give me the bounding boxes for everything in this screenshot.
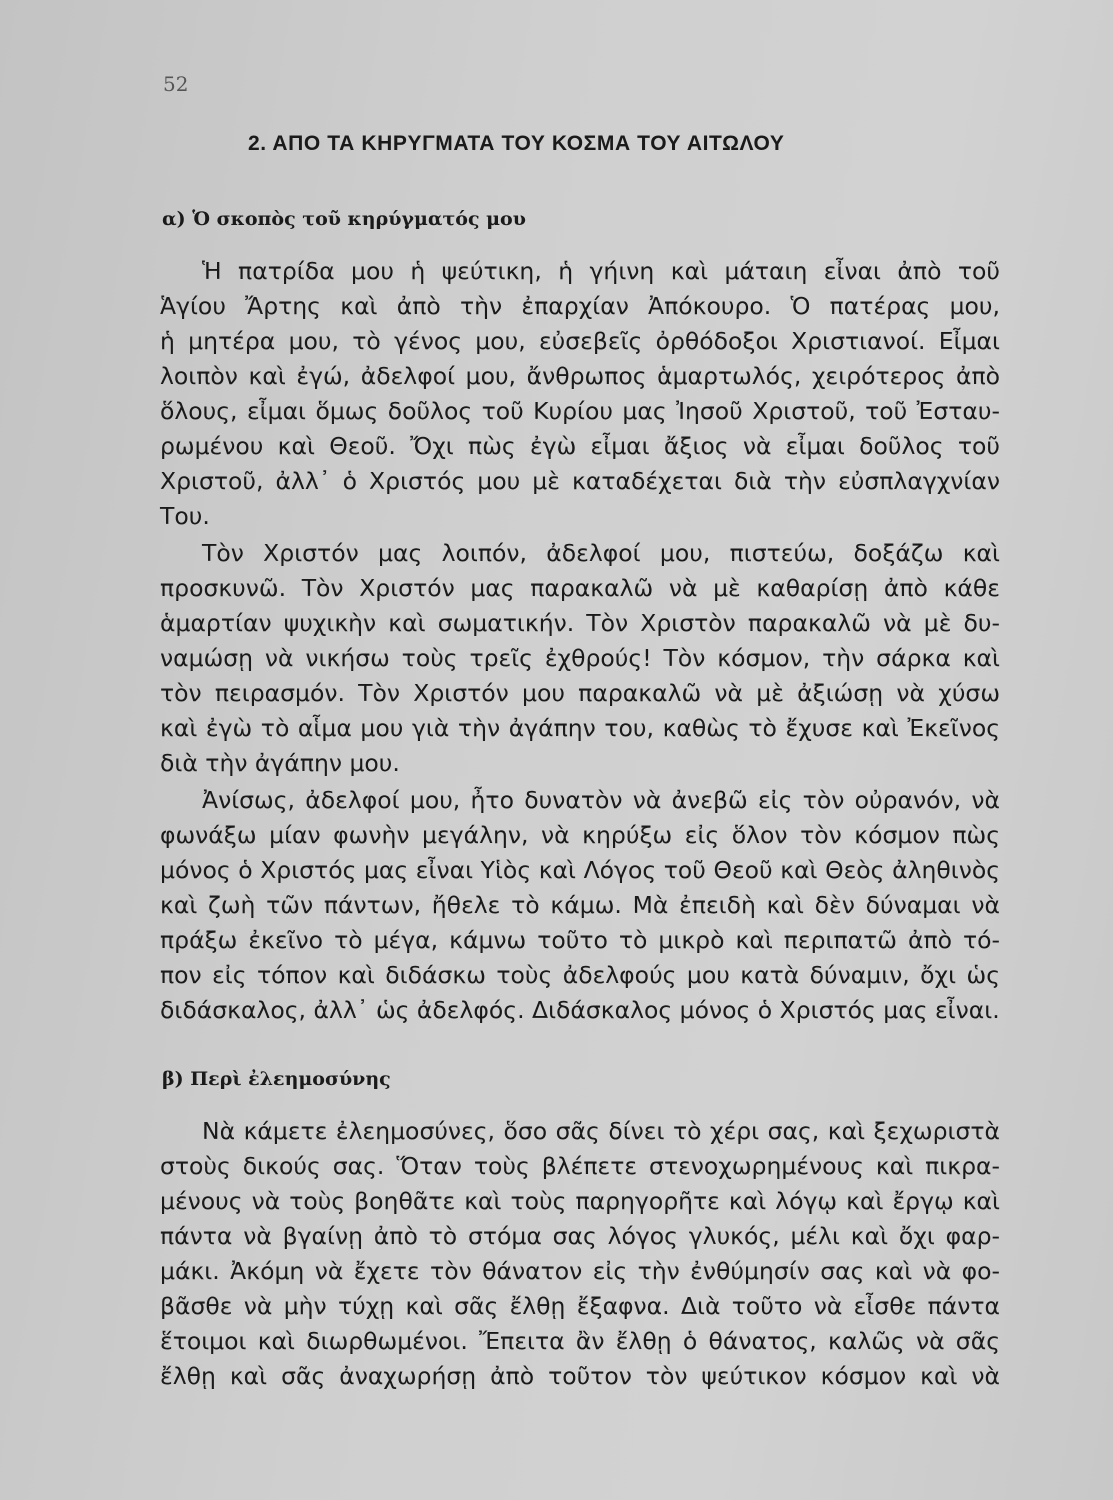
page-number: 52 bbox=[163, 72, 189, 96]
text-line: ἁμαρτίαν ψυχικὴν καὶ σωματικήν. Τὸν Χριστὸν παρακαλῶ νὰ μὲ δυ- bbox=[160, 609, 1000, 637]
text-line: Τὸν Χριστόν μας λοιπόν, ἀδελφοί μου, πιστεύω, δοξάζω καὶ bbox=[202, 539, 1000, 567]
chapter-title: 2. ΑΠΟ ΤΑ ΚΗΡΥΓΜΑΤΑ ΤΟΥ ΚΟΣΜΑ ΤΟΥ ΑΙΤΩΛΟΥ bbox=[248, 132, 785, 155]
text-line: Ἁγίου Ἄρτης καὶ ἀπὸ τὴν ἐπαρχίαν Ἀπόκουρο. Ὁ πατέρας μου, bbox=[160, 292, 1000, 320]
text-line: ἕτοιμοι καὶ διωρθωμένοι. Ἔπειτα ἂν ἔλθῃ ὁ θάνατος, καλῶς νὰ σᾶς bbox=[160, 1327, 1000, 1355]
text-line: προσκυνῶ. Τὸν Χριστόν μας παρακαλῶ νὰ μὲ καθαρίσῃ ἀπὸ κάθε bbox=[160, 574, 1000, 602]
text-line: μάκι. Ἀκόμη νὰ ἔχετε τὸν θάνατον εἰς τὴν ἐνθύμησίν σας καὶ νὰ φο- bbox=[160, 1257, 1000, 1285]
text-line: διδάσκαλος, ἀλλ᾽ ὡς ἀδελφός. Διδάσκαλος μόνος ὁ Χριστός μας εἶναι. bbox=[160, 996, 1000, 1024]
text-line: λοιπὸν καὶ ἐγώ, ἀδελφοί μου, ἄνθρωπος ἁμαρτωλός, χειρότερος ἀπὸ bbox=[160, 362, 1000, 390]
text-line: τὸν πειρασμόν. Τὸν Χριστόν μου παρακαλῶ νὰ μὲ ἀξιώσῃ νὰ χύσω bbox=[160, 679, 1000, 707]
text-line: μένους νὰ τοὺς βοηθᾶτε καὶ τοὺς παρηγορῆτε καὶ λόγῳ καὶ ἔργῳ καὶ bbox=[160, 1187, 1000, 1215]
text-line: ἡ μητέρα μου, τὸ γένος μου, εὐσεβεῖς ὀρθόδοξοι Χριστιανοί. Εἶμαι bbox=[160, 327, 1000, 355]
text-line: καὶ ἐγὼ τὸ αἷμα μου γιὰ τὴν ἀγάπην του, καθὼς τὸ ἔχυσε καὶ Ἐκεῖνος bbox=[160, 714, 1000, 742]
text-line: μόνος ὁ Χριστός μας εἶναι Υἱὸς καὶ Λόγος τοῦ Θεοῦ καὶ Θεὸς ἀληθινὸς bbox=[160, 856, 1000, 884]
section-heading-b: β) Περὶ ἐλεημοσύνης bbox=[162, 1068, 391, 1090]
text-line: ἔλθῃ καὶ σᾶς ἀναχωρήσῃ ἀπὸ τοῦτον τὸν ψεύτικον κόσμον καὶ νὰ bbox=[160, 1362, 1000, 1390]
text-line: Χριστοῦ, ἀλλ᾽ ὁ Χριστός μου μὲ καταδέχεται διὰ τὴν εὐσπλαγχνίαν bbox=[160, 467, 1000, 495]
text-line: πάντα νὰ βγαίνῃ ἀπὸ τὸ στόμα σας λόγος γλυκός, μέλι καὶ ὄχι φαρ- bbox=[160, 1222, 1000, 1250]
text-line: Ἀνίσως, ἀδελφοί μου, ἦτο δυνατὸν νὰ ἀνεβῶ εἰς τὸν οὐρανόν, νὰ bbox=[202, 786, 1000, 814]
text-line: Του. bbox=[160, 502, 210, 530]
text-line: πράξω ἐκεῖνο τὸ μέγα, κάμνω τοῦτο τὸ μικρὸ καὶ περιπατῶ ἀπὸ τό- bbox=[160, 926, 1000, 954]
text-line: φωνάξω μίαν φωνὴν μεγάλην, νὰ κηρύξω εἰς ὅλον τὸν κόσμον πὼς bbox=[160, 821, 1000, 849]
text-line: στοὺς δικούς σας. Ὅταν τοὺς βλέπετε στενοχωρημένους καὶ πικρα- bbox=[160, 1152, 1000, 1180]
text-line: ναμώσῃ νὰ νικήσω τοὺς τρεῖς ἐχθρούς! Τὸν κόσμον, τὴν σάρκα καὶ bbox=[160, 644, 1000, 672]
text-line: ρωμένου καὶ Θεοῦ. Ὄχι πὼς ἐγὼ εἶμαι ἄξιος νὰ εἶμαι δοῦλος τοῦ bbox=[160, 432, 1000, 460]
text-line: βᾶσθε νὰ μὴν τύχῃ καὶ σᾶς ἔλθῃ ἔξαφνα. Διὰ τοῦτο νὰ εἶσθε πάντα bbox=[160, 1292, 1000, 1320]
text-line: καὶ ζωὴ τῶν πάντων, ἤθελε τὸ κάμω. Μὰ ἐπειδὴ καὶ δὲν δύναμαι νὰ bbox=[160, 891, 1000, 919]
section-heading-a: α) Ὁ σκοπὸς τοῦ κηρύγματός μου bbox=[162, 208, 526, 230]
text-line: Νὰ κάμετε ἐλεημοσύνες, ὅσο σᾶς δίνει τὸ χέρι σας, καὶ ξεχωριστὰ bbox=[202, 1117, 1000, 1145]
text-line: πον εἰς τόπον καὶ διδάσκω τοὺς ἀδελφούς μου κατὰ δύναμιν, ὄχι ὡς bbox=[160, 961, 1000, 989]
text-line: ὅλους, εἶμαι ὅμως δοῦλος τοῦ Κυρίου μας Ἰησοῦ Χριστοῦ, τοῦ Ἐσταυ- bbox=[160, 397, 1000, 425]
text-line: Ἡ πατρίδα μου ἡ ψεύτικη, ἡ γήινη καὶ μάταιη εἶναι ἀπὸ τοῦ bbox=[202, 257, 1000, 285]
text-line: διὰ τὴν ἀγάπην μου. bbox=[160, 749, 400, 777]
